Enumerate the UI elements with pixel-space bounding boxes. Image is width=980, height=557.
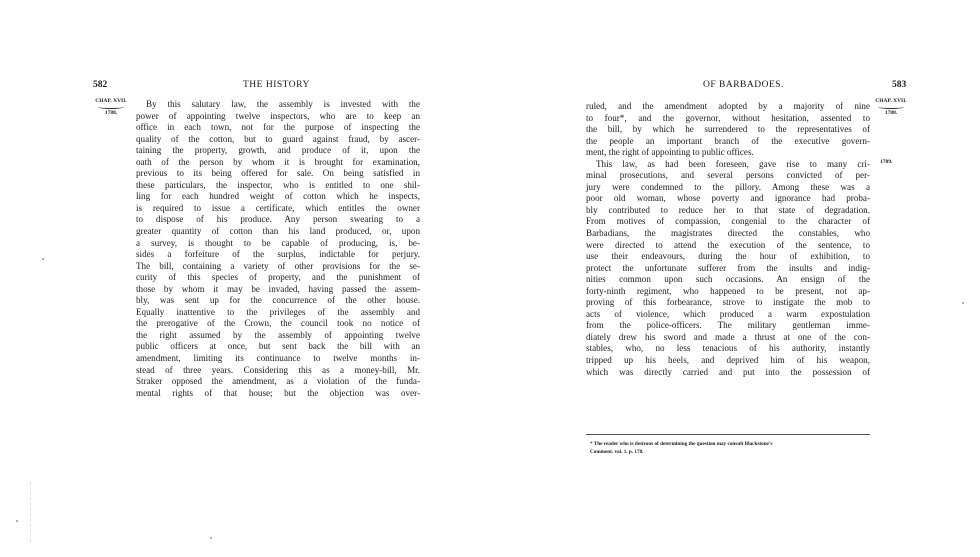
margin-note-year: 1788. xyxy=(104,110,118,116)
scan-speck xyxy=(962,302,964,304)
footnote-rule xyxy=(586,434,870,435)
text-line: protect the unfortunate sufferer from the insults and indig- xyxy=(586,262,870,273)
text-line: minal prosecutions, and several persons convicted of per- xyxy=(586,170,870,181)
text-line: these particulars, the inspector, who is entitled to one shil- xyxy=(136,179,420,190)
text-line: the right assumed by the assembly of appointing twelve xyxy=(136,329,420,340)
text-line: greater quantity of cotton than his land produced, or, upon xyxy=(136,226,420,237)
scan-speck xyxy=(16,520,18,522)
body-text xyxy=(586,101,870,378)
text-line: This law, as had been foreseen, gave rise to many cri- xyxy=(596,158,870,169)
text-line: nities common upon such occasions. An ensign of the xyxy=(586,274,870,285)
text-line: mental rights of that house; but the objection was over- xyxy=(136,387,420,398)
text-line: were directed to attend the execution of the sentence, to xyxy=(586,239,870,250)
text-line: public officers at once, but sent back the bill with an xyxy=(136,341,420,352)
footnote-line: Comment. vol. 1. p. 170. xyxy=(590,449,644,455)
running-head: OF BARBADOES. xyxy=(703,80,784,90)
right-page xyxy=(490,0,980,557)
text-line: amendment, limiting its continuance to twelve months in- xyxy=(136,353,420,364)
text-line: forty-ninth regiment, who happened to be present, not ap- xyxy=(586,285,870,296)
running-head: THE HISTORY xyxy=(243,80,310,90)
text-line: office in each town, not for the purpose of inspecting the xyxy=(136,122,420,133)
margin-note xyxy=(92,98,130,117)
margin-note-flourish xyxy=(878,105,905,109)
text-line: stables, who, no less tenacious of his authority, instantly xyxy=(586,343,870,354)
text-line: By this salutary law, the assembly is invested with the xyxy=(146,99,420,109)
text-line: to dispose of his produce. Any person swearing to a xyxy=(136,214,420,225)
text-line: ment, the right of appointing to public offices. xyxy=(586,147,754,158)
margin-note-chapter: CHAP. XVII. xyxy=(875,98,907,104)
text-line: which was directly carried and put into the possession of xyxy=(586,366,870,377)
text-line: bly, was sent up for the concurrence of the other house. xyxy=(136,295,420,306)
margin-note-chapter: CHAP. XVII. xyxy=(95,98,127,104)
text-line: previous to its being offered for sale. On being satisfied in xyxy=(136,168,420,179)
text-line: Straker opposed the amendment, as a violation of the funda- xyxy=(136,376,420,387)
text-line: power of appointing twelve inspectors, who are to keep an xyxy=(136,110,420,121)
text-line: a survey, is thought to be capable of producing, is, be- xyxy=(136,237,420,248)
text-line: oath of the person by whom it is brought for examination, xyxy=(136,156,420,167)
footnote-line: * The reader who is desirous of determining the question may consult Blackstone's xyxy=(590,441,773,447)
text-line: to four*, and the governor, without hesitation, assented to xyxy=(586,112,870,123)
margin-note xyxy=(872,98,910,117)
text-line: those by whom it may be invaded, having passed the assem- xyxy=(136,283,420,294)
margin-note-year: 1788. xyxy=(884,110,898,116)
text-line: the people an important branch of the executive govern- xyxy=(586,135,870,146)
text-line: the prerogative of the Crown, the council took no notice of xyxy=(136,318,420,329)
text-line: curity of this species of property, and the punishment of xyxy=(136,272,420,283)
text-line: bly contributed to reduce her to that state of degradation. xyxy=(586,204,870,215)
text-line: ruled, and the amendment adopted by a majority of nine xyxy=(586,101,870,111)
text-line: ling for each hundred weight of cotton which he inspects, xyxy=(136,191,420,202)
text-line: poor old woman, whose poverty and ignorance had proba- xyxy=(586,193,870,204)
text-line: From motives of compassion, congenial to the character of xyxy=(586,216,870,227)
text-line: Barbadians, the magistrates directed the constables, who xyxy=(586,228,870,239)
text-line: is required to issue a certificate, which entitles the owner xyxy=(136,202,420,213)
scan-speck xyxy=(42,258,44,260)
text-line: The bill, containing a variety of other provisions for the se- xyxy=(136,260,420,271)
text-line: stead of three years. Considering this as a money-bill, Mr. xyxy=(136,364,420,375)
text-line: from the police-officers. The military gentleman imme- xyxy=(586,320,870,331)
page-number: 582 xyxy=(93,80,108,90)
text-line: diately drew his sword and made a thrust at one of the con- xyxy=(586,331,870,342)
text-line: jury were condemned to the pillory. Among these was a xyxy=(586,181,870,192)
text-line: quality of the cotton, but to guard against fraud, by ascer- xyxy=(136,133,420,144)
text-line: tripped up his heels, and deprived him of his weapon, xyxy=(586,355,870,366)
text-line: Equally inattentive to the privileges of the assembly and xyxy=(136,306,420,317)
text-line: acts of violence, which produced a warm expostulation xyxy=(586,308,870,319)
footnote xyxy=(590,440,880,456)
scan-gutter-mark xyxy=(30,482,32,542)
page-number: 583 xyxy=(892,80,907,90)
margin-year-note: 1789. xyxy=(880,159,893,165)
margin-note-flourish xyxy=(98,105,125,109)
text-line: proving of this forbearance, strove to instigate the mob to xyxy=(586,297,870,308)
body-text xyxy=(136,99,420,399)
text-line: the bill, by which he surrendered to the representatives of xyxy=(586,124,870,135)
text-line: sides a forfeiture of the surplus, indictable for perjury. xyxy=(136,249,420,260)
text-line: taining the property, growth, and produce of it, upon the xyxy=(136,145,420,156)
scan-speck xyxy=(210,537,212,539)
text-line: use their endeavours, during the hour of exhibition, to xyxy=(586,251,870,262)
